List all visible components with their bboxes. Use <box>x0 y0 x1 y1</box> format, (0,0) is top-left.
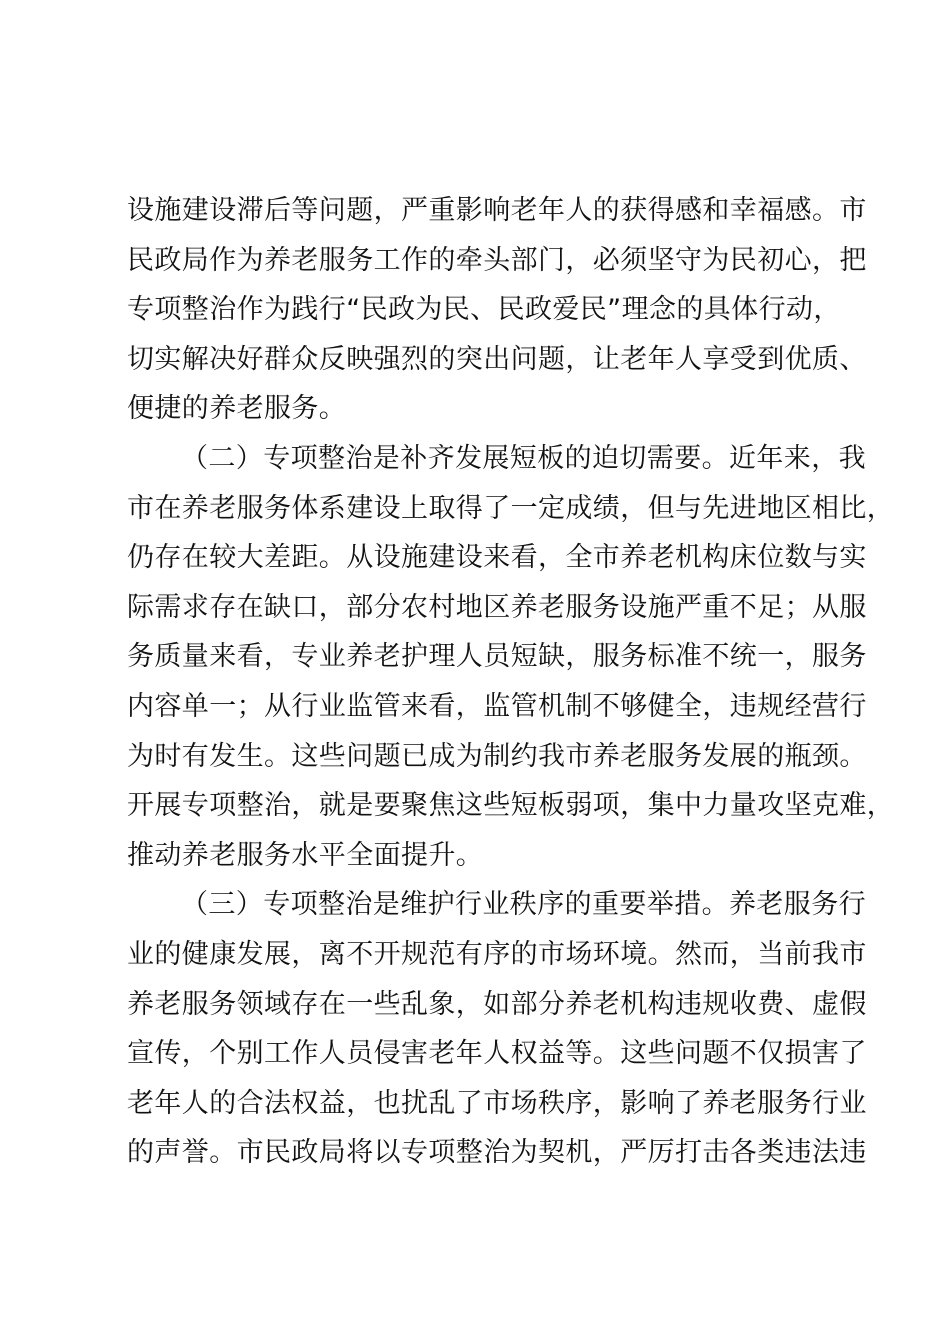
text-line: 推动养老服务水平全面提升。 <box>127 839 484 871</box>
paragraph-2 <box>127 434 895 880</box>
text-line: 市在养老服务体系建设上取得了一定成绩，但与先进地区相比， <box>127 492 895 524</box>
text-line: 业的健康发展，离不开规范有序的市场环境。然而，当前我市 <box>127 938 867 970</box>
text-line: 开展专项整治，就是要聚焦这些短板弱项，集中力量攻坚克难， <box>127 790 895 822</box>
text-line: （三）专项整治是维护行业秩序的重要举措。养老服务行 <box>181 889 866 921</box>
text-line: 专项整治作为践行“民政为民、民政爱民”理念的具体行动， <box>127 294 841 326</box>
paragraph-3 <box>127 880 867 1178</box>
text-line: 务质量来看，专业养老护理人员短缺，服务标准不统一，服务 <box>127 641 867 673</box>
text-line: 宣传，个别工作人员侵害老年人权益等。这些问题不仅损害了 <box>127 1038 867 1070</box>
text-line: 民政局作为养老服务工作的牵头部门，必须坚守为民初心，把 <box>127 244 867 276</box>
text-line: 便捷的养老服务。 <box>127 393 347 425</box>
text-line: 仍存在较大差距。从设施建设来看，全市养老机构床位数与实 <box>127 542 867 574</box>
text-line: 际需求存在缺口，部分农村地区养老服务设施严重不足；从服 <box>127 591 867 623</box>
text-line: 设施建设滞后等问题，严重影响老年人的获得感和幸福感。市 <box>127 195 867 226</box>
text-line: 切实解决好群众反映强烈的突出问题，让老年人享受到优质、 <box>127 343 867 375</box>
text-line: 为时有发生。这些问题已成为制约我市养老服务发展的瓶颈。 <box>127 740 867 772</box>
paragraph-1 <box>127 186 867 434</box>
text-line: （二）专项整治是补齐发展短板的迫切需要。近年来，我 <box>181 442 866 474</box>
document-body <box>127 186 895 1178</box>
text-line: 养老服务领域存在一些乱象，如部分养老机构违规收费、虚假 <box>127 988 867 1020</box>
text-line: 内容单一；从行业监管来看，监管机制不够健全，违规经营行 <box>127 690 867 722</box>
text-line: 老年人的合法权益，也扰乱了市场秩序，影响了养老服务行业 <box>127 1087 867 1119</box>
text-line: 的声誉。市民政局将以专项整治为契机，严厉打击各类违法违 <box>127 1137 867 1169</box>
